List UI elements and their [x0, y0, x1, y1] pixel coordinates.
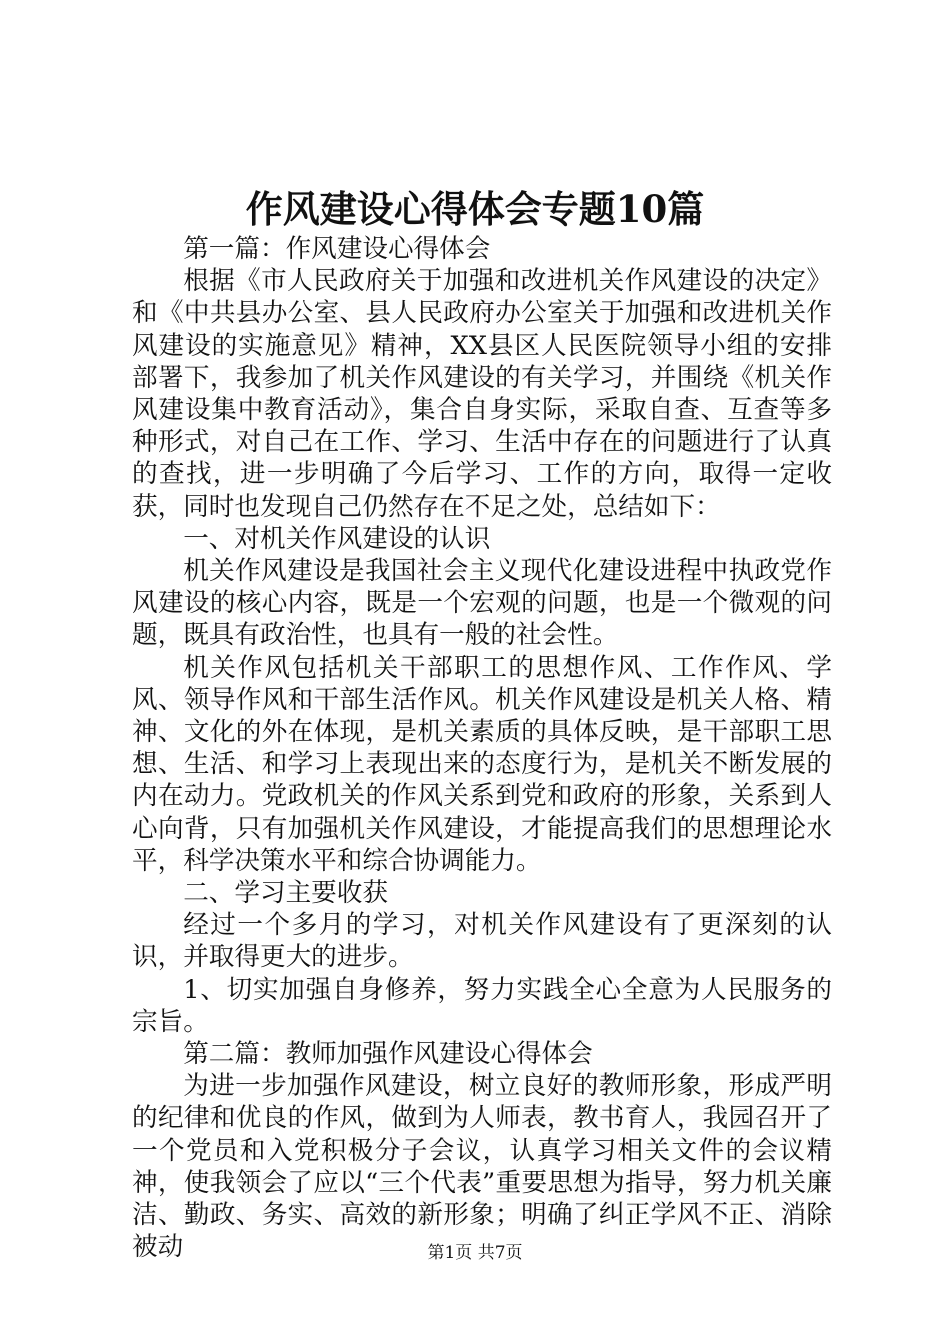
page-number: 第1页 共7页 — [427, 1243, 523, 1263]
section-heading: 第一篇：作风建设心得体会 — [183, 234, 491, 264]
subsection-heading: 二、学习主要收获 — [183, 878, 388, 909]
subsection-heading: 一、对机关作风建设的认识 — [183, 523, 491, 554]
body-paragraph: 机关作风建设是我国社会主义现代化建设进程中执政党作风建设的核心内容，既是一个宏观的问题，也是一个微观的问题，既具有政治性，也具有一般的社会性。 — [132, 556, 832, 651]
body-paragraph: 根据《市人民政府关于加强和改进机关作风建设的决定》和《中共县办公室、县人民政府办公室关于加强和改进机关作风建设的实施意见》精神，XX县区人民医院领导小组的安排部署下，我参加了机关作风建设的有关学习，并围绕《机关作风建设集中教育活动》，集合自身实际，采取自查、互查等多种形式，对自己在工作、学习、生活中存在的问题进行了认真的查找，进一步明确了今后学习、工作的方向，取得一定收获，同时也发现自己仍然存在不足之处，总结如下： — [132, 266, 832, 522]
body-paragraph: 为进一步加强作风建设，树立良好的教师形象，形成严明的纪律和优良的作风，做到为人师表，教书育人，我园召开了一个党员和入党积极分子会议，认真学习相关文件的会议精神，使我领会了应以“三个代表”重要思想为指导，努力机关廉洁、勤政、务实、高效的新形象；明确了纠正学风不正、消除被动 — [132, 1071, 832, 1263]
body-paragraph: 经过一个多月的学习，对机关作风建设有了更深刻的认识，并取得更大的进步。 — [132, 910, 832, 973]
body-paragraph: 1、切实加强自身修养，努力实践全心全意为人民服务的宗旨。 — [132, 974, 832, 1037]
document-body — [132, 233, 832, 1264]
section-heading: 第二篇：教师加强作风建设心得体会 — [183, 1039, 593, 1070]
document-title: 作风建设心得体会专题10篇 — [245, 187, 705, 231]
body-paragraph: 机关作风包括机关干部职工的思想作风、工作作风、学风、领导作风和干部生活作风。机关作风建设是机关人格、精神、文化的外在体现，是机关素质的具体反映，是干部职工思想、生活、和学习上表现出来的态度行为，是机关不断发展的内在动力。党政机关的作风关系到党和政府的形象，关系到人心向背，只有加强机关作风建设，才能提高我们的思想理论水平，科学决策水平和综合协调能力。 — [132, 652, 832, 876]
